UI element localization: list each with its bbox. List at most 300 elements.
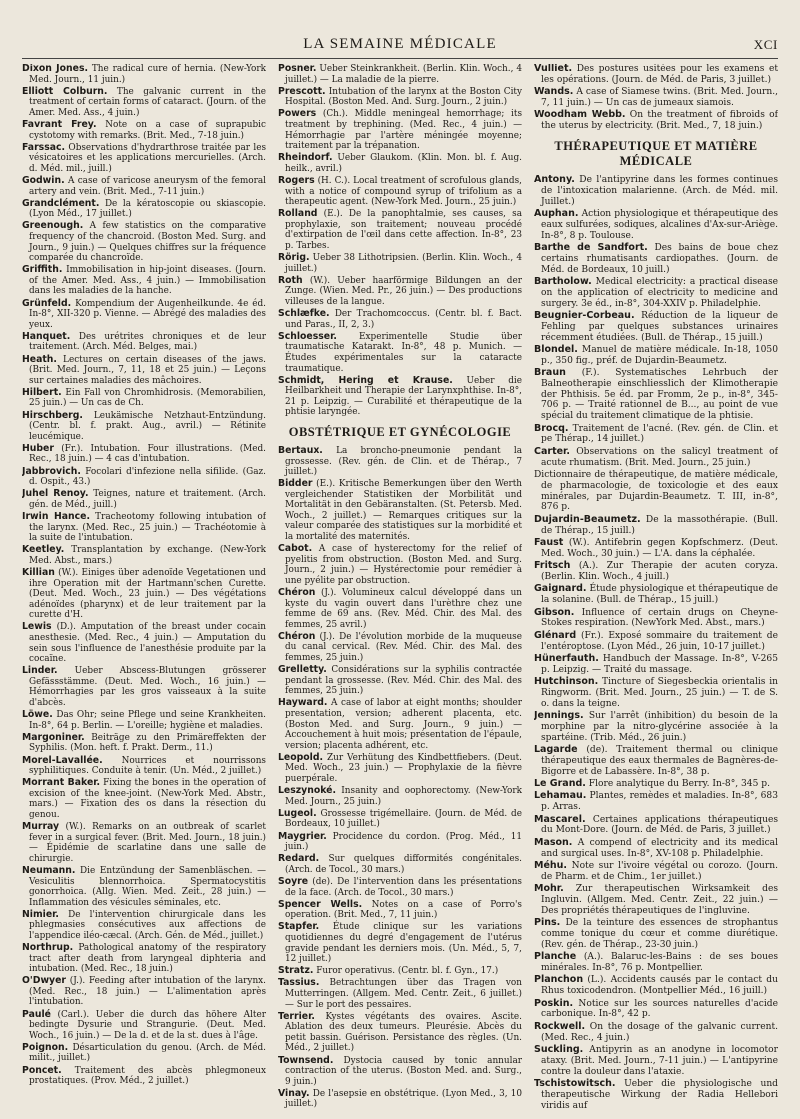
entry-author: Elliott Colburn. [22, 85, 108, 97]
entry-author: Powers [278, 108, 317, 120]
entry-author: Vinay. [278, 1087, 310, 1099]
entry-author: Pins. [534, 917, 561, 929]
entry-text: (Ch.). Middle meningeal hemorrhage; its treatment by trephining. (Med. Rec., 4 juin.) — Hémorrhagie par l'artère méningée moyenne; traitement par la trépanation. [285, 109, 522, 152]
bibliography-entry [534, 779, 778, 790]
entry-text: Leukämische Netzhaut-Entzündung. (Centr. bl. f. prakt. Aug., avril.) — Rétinite leucémique. [29, 410, 266, 442]
entry-text: (Fr.). Exposé sommaire du traitement de l'entéroptose. (Lyon Méd., 26 juin, 10-17 juillet.) [541, 630, 778, 652]
entry-text: Étude clinique sur les variations quotidiennes du degré d'engagement de l'utérus gravide pendant les derniers mois. (Un. Méd., 5, 7, 12 juillet.) [285, 922, 522, 965]
entry-text: Immobilisation in hip-joint diseases. (Journ. of the Amer. Med. Ass., 4 juin.) — Immobilisation dans les maladies de la hanche. [29, 265, 266, 297]
entry-author: Beugnier-Corbeau. [534, 309, 635, 321]
entry-author: Linder. [22, 665, 58, 677]
bibliography-entry [22, 467, 266, 488]
entry-text: Considérations sur la syphilis contractée pendant la grossesse. (Rev. Méd. Chir. des Mal. des femmes, 25 juin.) [285, 665, 522, 697]
entry-text: Pathological anatomy of the respiratory tract after death from laryngeal diphteria and intubation. (Med. Rec., 18 juin.) [29, 943, 266, 975]
bibliography-entry [278, 900, 522, 921]
entry-text: Tincture of Siegesbeckia orientalis in Ringworm. (Brit. Med. Journ., 25 juin.) — T. de S. o. dans la teigne. [541, 677, 778, 709]
bibliography-entry [534, 447, 778, 469]
entry-author: Terrier. [278, 1010, 315, 1022]
bibliography-entry [278, 276, 522, 308]
entry-list [22, 64, 266, 1087]
entry-author: Mascarel. [534, 813, 586, 825]
bibliography-entry [278, 64, 522, 85]
entry-text: (Fr.). Intubation. Four illustrations. (Med. Rec., 18 juin.) — 4 cas d'intubation. [29, 443, 266, 465]
bibliography-entry [22, 976, 266, 1008]
entry-author: Barthe de Sandfort. [534, 241, 648, 253]
bibliography-entry [22, 87, 266, 119]
entry-author: Tschistowitsch. [534, 1077, 616, 1089]
entry-author: Glénard [534, 629, 577, 641]
entry-text: Influence of certain drugs on Cheyne-Stokes respiration. (NewYork Med. Abst., mars.) [541, 607, 778, 629]
bibliography-entry [22, 666, 266, 708]
entry-author: Tassius. [278, 977, 320, 989]
entry-text: (E.). De la panophtalmie, ses causes, sa prophylaxie, son traitement; nouveau procédé d'extirpation de l'œil dans cette affection. In-8°, 23 p. Tarbes. [285, 209, 522, 251]
entry-author: Jabbrovich. [22, 465, 81, 477]
entry-author: Greenough. [22, 220, 84, 232]
entry-text: Ueber die Heilbarkheit und Therapie der Larynxphthise. In-8°, 21 p. Leipzig. — Curabilité et thérapeutique de la phtisie laryngée. [285, 375, 522, 418]
entry-author: Rheindorf. [278, 152, 333, 164]
entry-author: Grelletty. [278, 664, 327, 676]
bibliography-entry [534, 884, 778, 916]
bibliography-entry [278, 479, 522, 542]
entry-author: Jennings. [534, 710, 584, 722]
entry-author: Braun [534, 367, 566, 379]
bibliography-entry [22, 265, 266, 297]
column-middle [278, 64, 522, 1114]
entry-text: On the dosage of the galvanic current. (Med. Rec., 4 juin.) [541, 1021, 778, 1043]
entry-text: Focolari d'infezione nella sifilide. (Gaz. d. Ospit., 43.) [29, 466, 266, 488]
entry-text: Zur Verhütung des Kindbettfiebers. (Deut. Med. Woch., 23 juin.) — Prophylaxie de la fièvre puerpérale. [285, 752, 522, 784]
entry-text: Teignes, nature et traitement. (Arch. gén. de Méd., juill.) [29, 489, 266, 510]
page-header [22, 36, 778, 58]
entry-author: Méhu. [534, 860, 568, 872]
entry-author: Killian [22, 567, 55, 578]
bibliography-entry [278, 877, 522, 898]
bibliography-entry [278, 786, 522, 807]
bibliography-entry [22, 733, 266, 754]
entry-text: Grossesse trigémellaire. (Journ. de Méd. de Bordeaux, 10 juillet.) [285, 808, 522, 830]
entry-text: Action physiologique et thérapeutique des eaux sulfurées, sodiques, alcalines d'Ax-sur-Ariège. In-8°, 8 p. Toulouse. [541, 208, 778, 241]
entry-author: Wands. [534, 86, 574, 98]
entry-text: Sur l'arrêt (inhibition) du besoin de la morphine par la nitro-glycérine associée à la spartéine. (Trib. Méd., 26 juin.) [541, 711, 778, 743]
entry-text: Traitement de l'acné. (Rev. gén. de Clin. et pe Thérap., 14 juillet.) [541, 423, 778, 445]
entry-author: Brocq. [534, 422, 569, 434]
entry-text: Fixing the bones in the operation of excision of the knee-joint. (New-York Med. Abstr., mars.) — Fixation des os dans la résection du genou. [29, 778, 266, 820]
bibliography-entry [534, 952, 778, 974]
bibliography-entry [278, 632, 522, 664]
entry-author: Carter. [534, 445, 570, 457]
bibliography-entry [22, 778, 266, 820]
entry-author: Murray [22, 821, 60, 833]
bibliography-entry [278, 753, 522, 785]
bibliography-entry [534, 1022, 778, 1044]
section-title-therapeutique: THÉRAPEUTIQUE ET MATIÈRE MÉDICALE [554, 138, 758, 168]
entry-author: Le Grand. [534, 778, 586, 790]
bibliography-entry [534, 470, 778, 513]
entry-author: Gibson. [534, 606, 575, 618]
bibliography-entry [278, 854, 522, 875]
entry-text: (W.). Antifebrin gegen Kopfschmerz. (Deut. Med. Woch., 30 juin.) — L'A. dans la céphalée. [541, 538, 778, 559]
entry-text: Insanity and oophorectomy. (New-York Med. Journ., 25 juin.) [285, 786, 522, 807]
entry-author: Favrant Frey. [22, 119, 97, 130]
bibliography-entry [22, 176, 266, 197]
entry-text: Kompendium der Augenheilkunde. 4e éd. In-8°, XII-320 p. Vienne. — Abrégé des maladies des yeux. [29, 298, 266, 330]
bibliography-entry [278, 253, 522, 274]
entry-author: Huber [22, 442, 54, 454]
entry-author: Prescott. [278, 85, 326, 97]
entry-text: De l'antipyrine dans les formes continues de l'intoxication malarienne. (Arch. de Méd. mil. Juillet.) [541, 174, 778, 207]
entry-author: Margoniner. [22, 731, 85, 743]
entry-text: Zur therapeutischen Wirksamkeit des Ingluvin. (Allgem. Med. Centr. Zeit., 22 juin.) — Des propriétés thérapeutiques de l'ingluvine. [541, 884, 778, 916]
bibliography-entry [278, 544, 522, 586]
bibliography-entry [534, 999, 778, 1021]
entry-author: Hutchinson. [534, 676, 599, 688]
bibliography-entry [534, 1079, 778, 1111]
entry-author: Townsend. [278, 1054, 334, 1066]
bibliography-entry [278, 209, 522, 251]
entry-text: De l'intervention chirurgicale dans les phlegmasies consécutives aux affections de l'appendice iléo-cæcal. (Arch. Gén. de Méd., juillet.) [29, 909, 266, 941]
entry-text: Kystes végétants des ovaires. Ascite. Ablation des deux tumeurs. Pleurésie. Abcès du petit bassin. Guérison. Persistance des règles. (Un. Méd., 2 juillet.) [285, 1011, 522, 1054]
entry-text: Sur quelques difformités congénitales. (Arch. de Tocol., 30 mars.) [285, 854, 522, 875]
entry-text: (de). De l'intervention dans les présentations de la face. (Arch. de Tocol., 30 mars.) [285, 877, 522, 898]
bibliography-entry [278, 153, 522, 174]
bibliography-entry [534, 243, 778, 275]
entry-text: Furor operativus. (Centr. bl. f. Gyn., 17.) [316, 966, 499, 977]
entry-author: Northrup. [22, 942, 74, 954]
entry-author: Mohr. [534, 883, 564, 895]
entry-list [278, 64, 522, 418]
entry-author: Hanquet. [22, 330, 71, 342]
bibliography-entry [278, 1056, 522, 1088]
column-right [534, 64, 778, 1114]
bibliography-entry [534, 711, 778, 743]
bibliography-entry [278, 966, 522, 977]
bibliography-entry [22, 355, 266, 387]
entry-text: Manuel de matière médicale. In-18, 1050 p., 350 fig., préf. de Dujardin-Beaumetz. [541, 344, 778, 366]
bibliography-entry [22, 943, 266, 975]
entry-text: Notes on a case of Porro's operation. (Brit. Med., 7, 11 juin.) [285, 899, 522, 921]
entry-author: Godwin. [22, 175, 65, 186]
bibliography-entry [534, 918, 778, 950]
bibliography-entry [278, 376, 522, 418]
bibliography-entry [22, 545, 266, 566]
entry-author: Schloesser. [278, 330, 337, 342]
entry-text: Désarticulation du genou. (Arch. de Méd. milit., juillet.) [29, 1042, 266, 1064]
entry-text: (E.). Kritische Bemerkungen über den Werth vergleichender Statistiken der Morbilität und Mortalität in den Gebäranstalten. (St. Petersb. Med. Woch., 2 juillet.) — Remarques critiques sur la valeur comparée des statistiques sur la morbidité et la mortalité des maternités. [285, 479, 522, 543]
entry-author: Spencer Wells. [278, 898, 363, 910]
bibliography-entry [534, 368, 778, 422]
entry-text: Betrachtungen über das Tragen von Mutterringen. (Allgem. Med. Centr. Zeit., 6 juillet.) — Sur le port des pessaires. [285, 978, 522, 1010]
bibliography-entry [22, 489, 266, 510]
bibliography-entry [22, 332, 266, 353]
entry-author: Antony. [534, 173, 575, 185]
section-entry-list [534, 175, 778, 1111]
entry-author: Rockwell. [534, 1020, 586, 1032]
bibliography-entry [278, 978, 522, 1010]
section-title-obstetrique: OBSTÉTRIQUE ET GYNÉCOLOGIE [288, 424, 512, 439]
bibliography-entry [278, 446, 522, 478]
entry-text: Das Ohr; seine Pflege und seine Krankheiten. In-8°, 64 p. Berlin. — L'oreille; hygiène et maladies. [29, 710, 266, 731]
bibliography-entry [22, 866, 266, 908]
entry-text: Ueber Steinkrankheit. (Berlin. Klin. Woch., 4 juillet.) — La maladie de la pierre. [285, 64, 522, 85]
entry-text: Procidence du cordon. (Prog. Méd., 11 juin.) [285, 831, 522, 853]
entry-author: Nimier. [22, 908, 59, 920]
entry-author: Lugeol. [278, 807, 317, 819]
bibliography-entry [22, 568, 266, 621]
bibliography-entry [22, 120, 266, 141]
entry-text: Dictionnaire de thérapeutique, de matière médicale, de pharmacologie, de toxicologie et des eaux minérales, par Dujardin-Beaumetz. T. III, in-8°, 876 p. [534, 470, 778, 513]
entry-text: (W.). Ueber haarförmige Bildungen an der Zunge. (Wien. Med. Pr., 26 juin.) — Des productions villeuses de la langue. [285, 275, 522, 307]
bibliography-entry [534, 311, 778, 343]
entry-author: Juhel Renoy. [22, 488, 89, 500]
entry-author: Heath. [22, 353, 57, 365]
entry-author: Lewis [22, 621, 52, 633]
entry-author: Suckling. [534, 1043, 584, 1055]
entry-author: Leszynoké. [278, 785, 337, 797]
entry-author: Auphan. [534, 207, 579, 219]
bibliography-entry [534, 745, 778, 777]
entry-text: Des urétrites chroniques et de leur traitement. (Arch. Méd. Belges, mai.) [29, 331, 266, 353]
entry-author: Rogers [278, 175, 315, 186]
bibliography-entry [278, 109, 522, 151]
bibliography-entry [534, 654, 778, 676]
bibliography-entry [22, 512, 266, 544]
bibliography-entry [278, 309, 522, 330]
entry-text: Notice sur les sources naturelles d'acide carbonique. In-8°, 42 p. [541, 998, 778, 1020]
entry-author: Planchon [534, 974, 584, 986]
entry-author: Stapfer. [278, 921, 320, 933]
entry-text: (W.). Einiges über adenoïde Vegetationen und ihre Operation mit der Hartmann'schen Curette. (Deut. Med. Woch., 23 juin.) — Des végétations adénoïdes (pharynx) et de leur traitement par la curette d'H. [29, 568, 266, 621]
entry-text: A few statistics on the comparative frequency of the chancroid. (Boston Med. Surg. and Journ., 9 juin.) — Quelques chiffres sur la fréquence comparée du chancroïde. [29, 221, 266, 264]
entry-author: Chéron [278, 630, 316, 642]
entry-author: Blondel. [534, 343, 578, 355]
entry-text: La broncho-pneumonie pendant la grossesse. (Rev. gén. de Clin. et de Thérap., 7 juillet.) [285, 445, 522, 478]
entry-text: Des postures usitées pour les examens et les opérations. (Journ. de Méd. de Paris, 3 juillet.) [541, 64, 778, 85]
entry-author: Posner. [278, 64, 317, 74]
bibliography-entry [534, 561, 778, 583]
section-entry-list [278, 446, 522, 1110]
entry-author: Poignon. [22, 1041, 69, 1053]
entry-author: Planche [534, 951, 577, 963]
entry-text: (de). Traitement thermal ou clinique thérapeutique des eaux thermales de Bagnères-de-Bigorre et de Labassère. In-8°, 38 p. [541, 745, 778, 777]
bibliography-entry [22, 622, 266, 664]
bibliography-entry [534, 345, 778, 367]
bibliography-entry [22, 299, 266, 331]
entry-text: The radical cure of hernia. (New-York Med. Journ., 11 juin.) [29, 64, 266, 85]
entry-author: Woodham Webb. [534, 109, 626, 121]
entry-author: Grünfeld. [22, 297, 72, 309]
entry-text: (A.). Zur Therapie der acuten coryza. (Berlin. Klin. Woch., 4 juill.) [541, 561, 778, 582]
entry-text: Traitement des abcès phlegmoneux prostatiques. (Prov. Méd., 2 juillet.) [29, 1065, 266, 1087]
entry-author: Gaignard. [534, 583, 587, 595]
bibliography-entry [22, 221, 266, 263]
entry-author: Rolland [278, 208, 318, 220]
entry-text: Certaines applications thérapeutiques du Mont-Dore. (Journ. de Méd. de Paris, 3 juillet.) [541, 814, 778, 836]
entry-text: A case of hysterectomy for the relief of pyelitis from obstruction. (Boston Med. and Surg. Journ., 2 juin.) — Hystérectomie pour remédier à une pyélite par obstruction. [285, 544, 522, 586]
entry-author: Poncet. [22, 1064, 62, 1076]
entry-author: Hünerfauth. [534, 652, 599, 664]
entry-author: Redard. [278, 853, 320, 865]
bibliography-entry [278, 832, 522, 853]
entry-author: Griffith. [22, 264, 63, 276]
entry-author: Hirschberg. [22, 409, 83, 421]
entry-author: Morel-Lavallée. [22, 754, 103, 766]
entry-text: Transplantation by exchange. (New-York Med. Abst., mars.) [29, 545, 266, 566]
bibliography-entry [22, 64, 266, 85]
bibliography-entry [278, 176, 522, 208]
entry-author: Neumann. [22, 864, 76, 876]
entry-author: Rörig. [278, 252, 310, 264]
bibliography-entry [534, 1045, 778, 1077]
bibliography-entry [534, 608, 778, 630]
bibliography-entry [278, 1012, 522, 1054]
entry-text: (J.). De l'évolution morbide de la muqueuse du canal cervical. (Rev. Méd. Chir. des Mal. des femmes, 25 juin.) [285, 631, 522, 663]
entry-text: De la kératoscopie ou skiascopie. (Lyon Méd., 17 juillet.) [29, 198, 266, 220]
entry-text: Antipyrin as an anodyne in locomotor ataxy. (Brit. Med. Journ., 7-11 juin.) — L'antipyrine contre la douleur dans l'ataxie. [541, 1044, 778, 1077]
bibliography-entry [22, 1043, 266, 1064]
bibliography-entry [534, 515, 778, 537]
entry-author: Schmidt, Hering et Krause. [278, 374, 453, 386]
entry-author: Hayward. [278, 697, 328, 709]
bibliography-entry [534, 631, 778, 653]
entry-author: Schlæfke. [278, 308, 330, 320]
entry-author: O'Dwyer [22, 975, 67, 987]
entry-text: Nourrices et nourrissons syphilitiques. Conduite à tenir. (Un. Méd., 2 juillet.) [29, 755, 266, 777]
entry-author: Löwe. [22, 709, 53, 721]
bibliography-entry [22, 710, 266, 731]
entry-text: De la massothérapie. (Bull. de Thérap., 15 juill.) [541, 514, 778, 536]
entry-author: Mason. [534, 836, 573, 848]
bibliography-entry [22, 143, 266, 175]
entry-text: On the treatment of fibroids of the uterus by electricity. (Brit. Med., 7, 18 juin.) [541, 110, 778, 132]
bibliography-entry [22, 910, 266, 942]
entry-author: Roth [278, 274, 303, 286]
entry-author: Dixon Jones. [22, 64, 89, 74]
bibliography-entry [278, 588, 522, 630]
entry-author: Lehamau. [534, 790, 587, 802]
entry-author: Bertaux. [278, 444, 323, 456]
entry-text: Plantes, remèdes et maladies. In-8°, 683 p. Arras. [541, 791, 778, 813]
entry-text: Ueber Glaukom. (Klin. Mon. bl. f. Aug. heilk., avril.) [285, 153, 522, 174]
entry-text: Der Trachomcoccus. (Centr. bl. f. Bact. und Paras., II, 2, 3.) [285, 309, 522, 330]
bibliography-entry [278, 332, 522, 374]
entry-author: Stratz. [278, 965, 314, 977]
entry-author: Soyre [278, 876, 309, 887]
entry-text: (W.). Remarks on an outbreak of scarlet fever in a surgical fever. (Brit. Med. Journ., 18 juin.) — Épidémie de scarlatine dans une salle de chirurgie. [29, 822, 266, 864]
bibliography-entry [22, 822, 266, 864]
bibliography-entry [534, 838, 778, 860]
bibliography-entry [534, 110, 778, 132]
entry-text: Dystocia caused by tonic annular contraction of the uterus. (Boston Med. and. Surg., 9 juin.) [285, 1055, 522, 1087]
bibliography-entry [22, 411, 266, 443]
bibliography-entry [534, 861, 778, 883]
bibliography-entry [278, 665, 522, 697]
entry-text: (L.). Accidents causés par le contact du Rhus toxicodendron. (Montpellier Méd., 16 juill.) [541, 975, 778, 997]
entry-text: De l'asepsie en obstétrique. (Lyon Med., 3, 10 juillet.) [285, 1088, 522, 1110]
entry-text: Beiträge zu den Primäreffekten der Syphilis. (Mon. heft. f. Prakt. Derm., 11.) [29, 732, 266, 754]
bibliography-entry [534, 424, 778, 446]
entry-text: Lectures on certain diseases of the jaws. (Brit. Med. Journ., 7, 11, 18 et 25 juin.) — Leçons sur certaines maladies des mâchoires. [29, 354, 266, 386]
bibliography-entry [278, 698, 522, 751]
entry-text: De la teinture des essences de strophantus comme tonique du cœur et comme diurétique. (Rev. gén. de Thérap., 23-30 juin.) [541, 918, 778, 950]
column-left [22, 64, 266, 1114]
entry-author: Paulé [22, 1008, 51, 1020]
entry-text: A case of Siamese twins. (Brit. Med. Journ., 7, 11 juin.) — Un cas de jumeaux siamois. [541, 87, 778, 108]
bibliography-entry [22, 388, 266, 409]
entry-text: A case of labor at eight months; shoulder presentation, version; adherent placenta, etc. (Boston Med. and Surg. Journ., 9 juin.) — Accouchement à huit mois; présentation de l'épaule, version; placenta adhérent, etc. [285, 698, 522, 751]
entry-author: Grandclément. [22, 197, 100, 209]
entry-author: Poskin. [534, 997, 574, 1009]
entry-author: Cabot. [278, 543, 313, 555]
entry-text: (Carl.). Ueber die durch das höhere Alter bedingte Dysurie und Strangurie. (Deut. Med. Woch., 16 juin.) — De la d. et de la st. dues à l'âge. [29, 1009, 266, 1041]
entry-text: Observations on the salicyl treatment of acute rhumatism. (Brit. Med. Journ., 25 juin.) [541, 446, 778, 468]
entry-text: (J.). Volumineux calcul développé dans un kyste du vagin ouvert dans l'urèthre chez une femme de 69 ans. (Rev. Méd. Chir. des Mal. des femmes, 25 avril.) [285, 588, 522, 630]
entry-text: (D.). Amputation of the breast under cocain anesthesie. (Med. Rec., 4 juin.) — Amputation du sein sous l'influence de l'anesthésie produite par la cocaïne. [29, 622, 266, 665]
bibliography-entry [22, 199, 266, 220]
entry-text: Handbuch der Massage. In-8°, V-265 p. Leipzig. — Traité du massage. [541, 653, 778, 675]
entry-text: Flore analytique du Berry. In-8°, 345 p. [588, 779, 770, 790]
bibliography-entry [278, 1089, 522, 1110]
entry-text: (A.). Balaruc-les-Bains : de ses boues minérales. In-8°, 76 p. Montpellier. [541, 952, 778, 973]
entry-text: Ein Fall von Chromhidrosis. (Memorabilien, 25 juin.) — Un cas de Ch. [29, 387, 266, 409]
entry-author: Maygrier. [278, 830, 327, 842]
bibliography-entry [534, 584, 778, 606]
page-number: XCI [753, 37, 778, 52]
bibliography-entry [534, 815, 778, 837]
bibliography-entry [534, 87, 778, 109]
bibliography-entry [278, 922, 522, 964]
bibliography-entry [22, 756, 266, 777]
bibliography-entry [22, 1066, 266, 1087]
entry-author: Faust [534, 537, 564, 548]
entry-author: Morrant Baker. [22, 777, 101, 789]
entry-author: Bartholow. [534, 275, 592, 287]
entry-text: Note sur l'ivoire végétal ou corozo. (Journ. de Pharm. et de Chim., 1er juillet.) [541, 861, 778, 882]
entry-text: Ueber die physiologische und therapeutische Wirkung der Radia Hellebori viridis auf [541, 1078, 778, 1111]
bibliography-entry [22, 1010, 266, 1042]
entry-list [534, 64, 778, 132]
bibliography-entry [534, 538, 778, 560]
entry-author: Farssac. [22, 141, 66, 153]
bibliography-entry [534, 677, 778, 709]
entry-author: Fritsch [534, 560, 571, 572]
bibliography-entry [22, 444, 266, 465]
entry-text: Ueber Abscess-Blutungen grösserer Gefässstämme. (Deut. Med. Woch., 16 juin.) — Hémorrhagies par les gros vaisseaux à la suite d'abcès. [29, 666, 266, 708]
bibliography-entry [278, 87, 522, 108]
running-title: LA SEMAINE MÉDICALE [303, 36, 497, 52]
entry-author: Lagarde [534, 744, 578, 756]
entry-author: Chéron [278, 587, 316, 599]
entry-text: (F.). Systematisches Lehrbuch der Balneotherapie einschliesslich der Klimotherapie der Phthisis. 5e éd. par Fromm, 2e p., in-8°, 345-706 p. — Traité rationnel de B..., au point de vue spécial du traitement climatique de la phtisie. [541, 368, 778, 422]
header-rule [22, 58, 778, 59]
entry-text: Réduction de la liqueur de Fehling par quelques substances urinaires récemment étudiées. (Bull. de Thérap., 15 juill.) [541, 310, 778, 343]
entry-text: Étude physiologique et thérapeutique de la solanine. (Bull. de Thérap., 15 juill.) [541, 584, 778, 606]
entry-text: Intubation of the larynx at the Boston City Hospital. (Boston Med. And. Surg. Journ., 2 juin.) [285, 86, 522, 108]
bibliography-entry [534, 277, 778, 309]
entry-text: A case of varicose aneurysm of the femoral artery and vein. (Brit. Med., 7-11 juin.) [29, 176, 266, 197]
entry-text: Observations d'hydrarthrose traitée par les vésicatoires et les applications mercurielles. (Arch. d. Méd. mil., juill.) [29, 142, 266, 174]
entry-text: Des bains de boue chez certains rhumatisants cardiopathes. (Journ. de Méd. de Bordeaux, 10 juill.) [541, 242, 778, 275]
bibliography-entry [534, 975, 778, 997]
entry-text: The galvanic current in the treatment of certain forms of cataract. (Journ. of the Amer. Med. Ass., 4 juin.) [29, 86, 266, 118]
entry-text: Tracheotomy following intubation of the larynx. (Med. Rec., 25 juin.) — Trachéotomie à la suite de l'intubation. [29, 512, 266, 544]
entry-text: (H. C.). Local treatment of scrofulous glands, with a notice of compound syrup of trifolium as a therapeutic agent. (New-York Med. Journ., 25 juin.) [285, 176, 522, 208]
bibliography-entry [534, 64, 778, 86]
bibliography-entry [534, 791, 778, 813]
entry-text: Ueber 38 Lithotripsien. (Berlin. Klin. Woch., 4 juillet.) [285, 253, 522, 274]
entry-text: A compend of electricity and its medical and surgical uses. In-8°, XV-108 p. Philadelphie. [541, 837, 778, 859]
bibliography-entry [278, 809, 522, 830]
entry-text: Medical electricity: a practical disease on the application of electricity to medicine and surgery. 3e éd., in-8°, 304-XXIV p. Philadelphie. [541, 276, 778, 309]
